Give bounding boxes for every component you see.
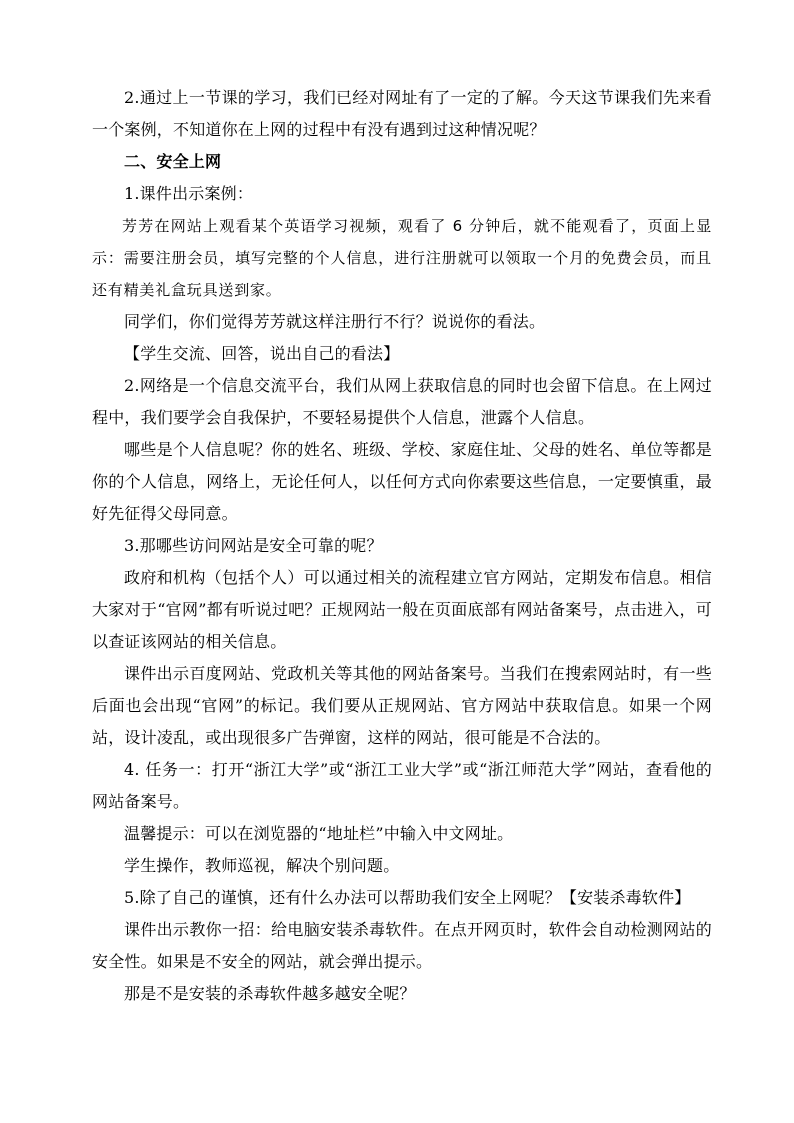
- step-3-safe-websites: 3.那哪些访问网站是安全可靠的呢？: [124, 536, 383, 555]
- task-1-paragraph: 4. 任务一：打开“浙江大学”或“浙江工业大学”或“浙江师范大学”网站，查看他的网站备案号。: [92, 760, 712, 811]
- step-2-network-info: 2.网络是一个信息交流平台，我们从网上获取信息的同时也会留下信息。在上网过程中，我们要学会自我保护，不要轻易提供个人信息，泄露个人信息。: [92, 376, 712, 427]
- section-heading-safe-internet: 二、安全上网: [124, 152, 222, 171]
- student-discussion-note: 【学生交流、回答，说出自己的看法】: [124, 344, 400, 363]
- tip-paragraph: 温馨提示：可以在浏览器的“地址栏”中输入中文网址。: [124, 824, 514, 843]
- antivirus-tip-paragraph: 课件出示教你一招：给电脑安装杀毒软件。在点开网页时，软件会自动检测网站的安全性。如果是不安全的网站，就会弹出提示。: [92, 920, 712, 971]
- case-story-paragraph: 芳芳在网站上观看某个英语学习视频，观看了 6 分钟后，就不能观看了，页面上显示：需要注册会员，填写完整的个人信息，进行注册就可以领取一个月的免费会员，而且还有精美礼盒玩具送到家。: [92, 217, 712, 299]
- step-1-case-title: 1.课件出示案例：: [124, 184, 254, 203]
- record-number-paragraph: 课件出示百度网站、党政机关等其他的网站备案号。当我们在搜索网站时，有一些后面也会出现“官网”的标记。我们要从正规网站、官方网站中获取信息。如果一个网站，设计凌乱，或出现很多广告弹窗，这样的网站，很可能是不合法的。: [92, 664, 712, 747]
- document-body: [92, 82, 712, 1010]
- final-question-paragraph: 那是不是安装的杀毒软件越多越安全呢？: [124, 984, 416, 1003]
- official-website-paragraph: 政府和机构（包括个人）可以通过相关的流程建立官方网站，定期发布信息。相信大家对于“官网”都有听说过吧？正规网站一般在页面底部有网站备案号，点击进入，可以查证该网站的相关信息。: [92, 568, 712, 651]
- step-5-antivirus-question: 5.除了自己的谨慎，还有什么办法可以帮助我们安全上网呢？【安装杀毒软件】: [124, 888, 691, 907]
- student-operation-paragraph: 学生操作，教师巡视，解决个别问题。: [124, 856, 400, 875]
- paragraph-intro: 2.通过上一节课的学习，我们已经对网址有了一定的了解。今天这节课我们先来看一个案例，不知道你在上网的过程中有没有遇到过这种情况呢？: [92, 88, 712, 139]
- personal-info-paragraph: 哪些是个人信息呢？你的姓名、班级、学校、家庭住址、父母的姓名、单位等都是你的个人信息，网络上，无论任何人，以任何方式向你索要这些信息，一定要慎重，最好先征得父母同意。: [92, 440, 712, 523]
- question-paragraph: 同学们，你们觉得芳芳就这样注册行不行？说说你的看法。: [124, 312, 546, 331]
